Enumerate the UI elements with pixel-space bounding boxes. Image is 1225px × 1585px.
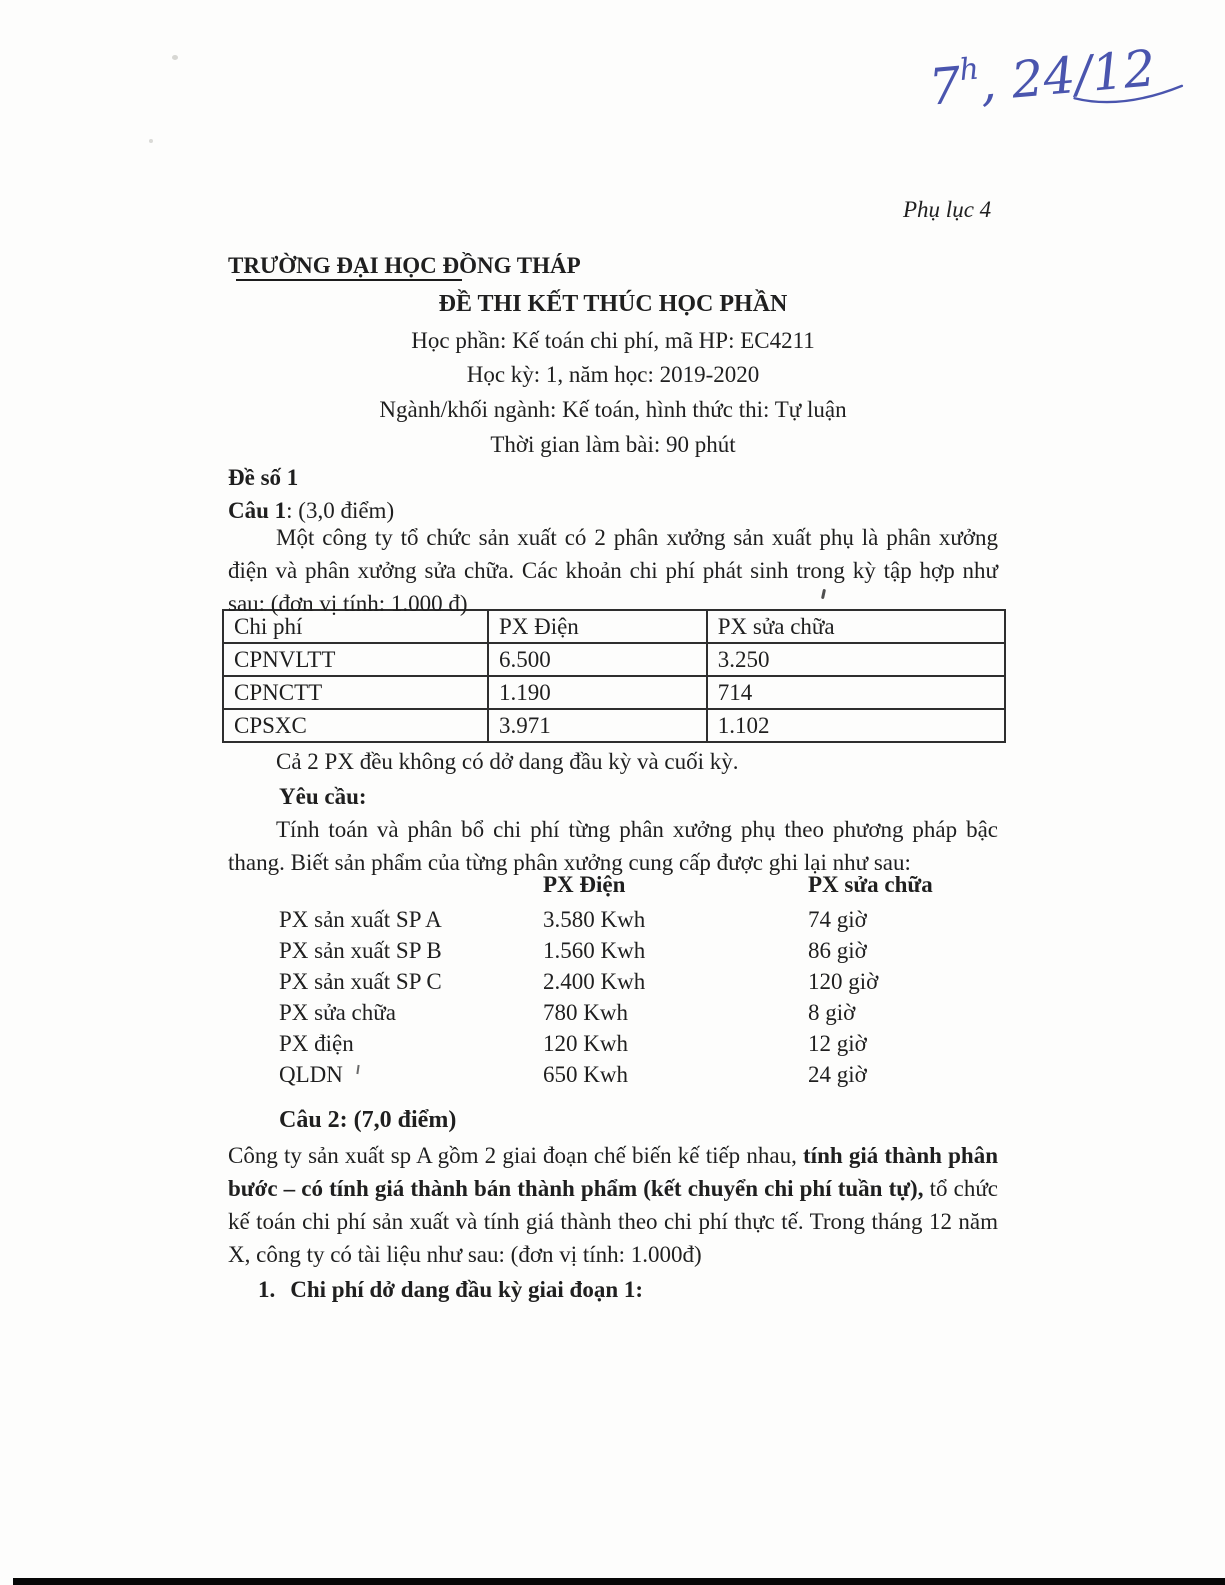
allocation-label: QLDN xyxy=(279,1062,343,1087)
scan-speck xyxy=(149,139,153,143)
allocation-header-repair: PX sửa chữa xyxy=(808,872,933,897)
requirement-label: Yêu cầu: xyxy=(279,784,367,809)
allocation-row xyxy=(279,997,998,1028)
allocation-repair-value: 120 giờ xyxy=(808,969,879,994)
question1-points: : (3,0 điểm) xyxy=(286,498,395,523)
question2-intro xyxy=(228,1139,998,1271)
cost-cell: 1.102 xyxy=(707,709,1005,742)
allocation-row xyxy=(279,935,998,966)
allocation-electric-value: 120 Kwh xyxy=(543,1031,628,1056)
item-number: 1. xyxy=(258,1277,276,1302)
cost-table-row xyxy=(223,676,1005,709)
handwriting-prefix: 7 xyxy=(926,56,964,117)
scan-speck xyxy=(172,55,178,60)
cost-cell: 1.190 xyxy=(488,676,707,709)
cost-table-row xyxy=(223,709,1005,742)
allocation-label: PX sản xuất SP C xyxy=(279,969,442,994)
allocation-table xyxy=(228,868,998,1090)
question2-intro-segment: Công ty sản xuất sp A gồm 2 giai đoạn chế biến kế tiếp nhau, xyxy=(228,1143,804,1168)
question1-number: Câu 1 xyxy=(228,498,287,523)
allocation-repair-value: 74 giờ xyxy=(808,907,867,932)
cost-table-row xyxy=(223,643,1005,676)
allocation-electric-value: 780 Kwh xyxy=(543,1000,628,1025)
question1-intro: Một công ty tổ chức sản xuất có 2 phân xưởng sản xuất phụ là phân xưởng điện và phân xưởng sửa chữa. Các khoản chi phí phát sinh trong kỳ tập hợp như sau: (đơn vị tính: 1.000 đ) xyxy=(228,525,998,616)
course-line: Học phần: Kế toán chi phí, mã HP: EC4211 xyxy=(411,328,815,353)
cost-cell: CPNCTT xyxy=(223,676,488,709)
allocation-label: PX sửa chữa xyxy=(279,1000,396,1025)
allocation-header-electric: PX Điện xyxy=(543,872,626,897)
question1-note: Cả 2 PX đều không có dở dang đầu kỳ và cuối kỳ. xyxy=(276,749,739,774)
document-body xyxy=(228,0,998,1306)
allocation-electric-value: 3.580 Kwh xyxy=(543,907,646,932)
question2-intro-segment: tổ chức kế toán chi phí sản xuất và tính giá thành theo chi phí thực tế. Trong tháng 12 năm X, công ty có tài liệu như sau: (đơn vị tính: 1.000đ) xyxy=(228,1176,999,1267)
allocation-repair-value: 24 giờ xyxy=(808,1062,867,1087)
allocation-row xyxy=(279,904,998,935)
allocation-electric-value: 1.560 Kwh xyxy=(543,938,646,963)
question2-item1 xyxy=(228,1273,998,1306)
allocation-electric-value: 650 Kwh xyxy=(543,1062,628,1087)
cost-cell: CPNVLTT xyxy=(223,643,488,676)
allocation-label: PX sản xuất SP A xyxy=(279,907,442,932)
school-name: TRƯỜNG ĐẠI HỌC ĐỒNG THÁP xyxy=(228,249,581,282)
allocation-repair-value: 8 giờ xyxy=(808,1000,856,1025)
handwriting-rest: , 24/12 xyxy=(977,39,1158,113)
bottom-scan-bar xyxy=(13,1578,1225,1585)
duration-line: Thời gian làm bài: 90 phút xyxy=(490,432,736,457)
allocation-label-qldn xyxy=(279,1059,543,1090)
question2-intro-segment-bold: tính giá thành phân bước – có tính giá thành bán thành phẩm (kết chuyển chi phí tuần tự), xyxy=(228,1143,998,1201)
cost-table-header-cost: Chi phí xyxy=(223,610,488,643)
cost-table-header-electric: PX Điện xyxy=(488,610,707,643)
appendix-label: Phụ lục 4 xyxy=(903,197,992,222)
major-line: Ngành/khối ngành: Kế toán, hình thức thi: Tự luận xyxy=(379,397,847,422)
cost-table xyxy=(222,609,1006,743)
allocation-row xyxy=(279,966,998,997)
exam-set-label: Đề số 1 xyxy=(228,465,299,490)
cost-table-header-repair: PX sửa chữa xyxy=(707,610,1005,643)
allocation-label: PX sản xuất SP B xyxy=(279,938,442,963)
question2-heading: Câu 2: (7,0 điểm) xyxy=(279,1107,457,1133)
requirement-text: Tính toán và phân bổ chi phí từng phân xưởng phụ theo phương pháp bậc thang. Biết sản phẩm của từng phân xưởng cung cấp được ghi lại như sau: xyxy=(228,817,998,875)
allocation-repair-value: 86 giờ xyxy=(808,938,867,963)
cost-cell: CPSXC xyxy=(223,709,488,742)
semester-line: Học kỳ: 1, năm học: 2019-2020 xyxy=(466,362,760,387)
allocation-header-spacer xyxy=(279,868,543,901)
allocation-header-row xyxy=(279,868,998,901)
item-text: Chi phí dở dang đầu kỳ giai đoạn 1: xyxy=(290,1277,644,1302)
exam-title: ĐỀ THI KẾT THÚC HỌC PHẦN xyxy=(438,291,788,317)
allocation-electric-value: 2.400 Kwh xyxy=(543,969,646,994)
cost-cell: 714 xyxy=(707,676,1005,709)
cost-cell: 6.500 xyxy=(488,643,707,676)
cost-cell: 3.971 xyxy=(488,709,707,742)
stray-ink-tick xyxy=(356,1065,359,1074)
school-name-row xyxy=(228,0,998,282)
allocation-label: PX điện xyxy=(279,1031,354,1056)
allocation-row xyxy=(279,1059,998,1090)
allocation-row xyxy=(279,1028,998,1059)
cost-cell: 3.250 xyxy=(707,643,1005,676)
allocation-repair-value: 12 giờ xyxy=(808,1031,867,1056)
handwriting-superscript: h xyxy=(957,51,981,89)
